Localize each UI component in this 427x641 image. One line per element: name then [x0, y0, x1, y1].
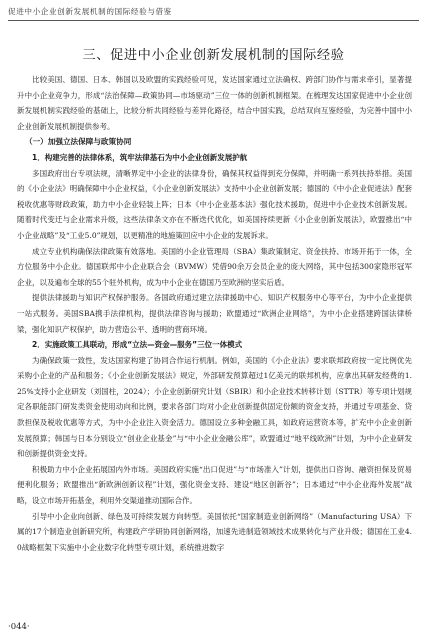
paragraph-body: 积极助力中小企业拓展国内外市场。美国政府实施“出口促进”与“市场准入”计划，提供出口咨询、融资担保及贸易便利化服务；欧盟推出“新欧洲创新议程”计划，强化资金支持、建设“地区创新谷”；日本通过“中小企业海外发展”战略，设立市场开拓基金，利用外交渠道推动国际合作。 [17, 464, 412, 506]
intro-paragraph: 比较美国、德国、日本、韩国以及欧盟的实践经验可见，发达国家通过立法确权、跨部门协作与需求牵引，显著提升中小企业竞争力，形成“法治保障—政策协同—市场驱动”三位一体的创新机制框架。在梳理发达国家促进中小企业创新发展机制实践经验的基础上，比较分析共同经验与差异化路径，结合中国实践，总结双向互鉴经验，为完善中国中小企业创新发展机制提供参考。 [17, 75, 412, 131]
paragraph-green-transition [17, 509, 412, 556]
body-text [17, 72, 412, 555]
header-rule [8, 20, 419, 21]
paragraph-legal-aid [17, 290, 412, 337]
page-number: ·044· [8, 622, 30, 632]
point-lead: 1．构建完善的法律体系，筑牢法律基石为中小企业创新发展护航 [32, 152, 248, 162]
paragraph-markets [17, 462, 412, 509]
section-title: 三、促进中小企业创新发展机制的国际经验 [82, 48, 345, 63]
paragraph-policy-coordination: 为确保政策一致性，发达国家构建了协同合作运行机制。例如，美国的《小企业法》要求联邦政府按一定比例优先采购小企业的产品和服务；《小企业创新发展法》规定，外部研发预算超过1亿美元的联邦机构，应拿出其研发经费的1.25%支持小企业研发（刘国柱，2024）；小企业创新研究计划（SBIR）和小企业技术转移计划（STTR）等专项计划规定各职能部门研发类资金使用动向和比例，要求各部门均对小企业创新提供固定份额的资金支持，并通过专项基金、贷款担保及税收优惠等方式，为中小企业注入资金活力。德国设立多种金融工具，如政府运营资本等，扩充中小企业创新发展预算；韩国与日本分别设立“创业企业基金”与“中小企业金融公库”，欧盟通过“地平线欧洲”计划，为中小企业研发和创新提供资金支持。 [17, 355, 412, 459]
paragraph-body: 成立专业机构确保法律政策有效落地。美国的小企业管理局（SBA）集政策制定、资金扶持、市场开拓于一体，全方位服务中小企业。德国联邦中小企业联合会（BVMW）凭借90余万会员企业的庞大网络，其中包括300家隐形冠军企业，以及遍布全球的55个驻外机构，成为中小企业在德国乃至欧洲的坚实后盾。 [17, 246, 412, 287]
point-lead: 2．实施政策工具联动，形成“立法—资金—服务”三位一体模式 [32, 340, 243, 350]
numbered-point-1 [17, 150, 412, 166]
paragraph-agencies [17, 244, 412, 291]
paragraph-body: 提供法律援助与知识产权保护服务。各国政府通过建立法律援助中心、知识产权服务中心等平台，为中小企业提供一站式服务。美国SBA携手法律机构，提供法律咨询与援助；欧盟通过“欧洲企业网络”，为中小企业搭建跨国法律桥梁，强化知识产权保护，助力营造公平、透明的营商环境。 [17, 293, 412, 334]
numbered-point-2 [17, 337, 412, 353]
paragraph-body: 引导中小企业向创新、绿色及可持续发展方向转型。美国依托“国家制造业创新网络”（Manufacturing USA）下属的17个制造业创新研究所，构建政产学研协同创新网络，加速先进制造领域技术成果转化与产业升级；德国在工业4.0战略框架下实施中小企业数字化转型专项计划，系统推进数字 [17, 511, 412, 552]
subsection-heading: （一）加强立法保障与政策协同 [25, 137, 132, 147]
paragraph-legislation: 多国政府出台专项法规，清晰界定中小企业的法律身份，确保其权益得到充分保障，并明确一系列扶持举措。美国的《小企业法》明确保障中小企业权益，《小企业创新发展法》支持中小企业创新发展；德国的《中小企业促进法》配套税收优惠等财政政策，助力中小企业轻装上阵；日本《中小企业基本法》强化技术援助，促进中小企业技术创新发展。随着时代变迁与企业需求升级，这些法律条文亦在不断迭代优化，如美国持续更新《小企业创新发展法》，欧盟推出“中小企业战略”及“工业5.0”规划，以更精准的地施策回应中小企业的发展诉求。 [17, 168, 412, 240]
running-header: 促进中小企业创新发展机制的国际经验与借鉴 [8, 7, 172, 16]
